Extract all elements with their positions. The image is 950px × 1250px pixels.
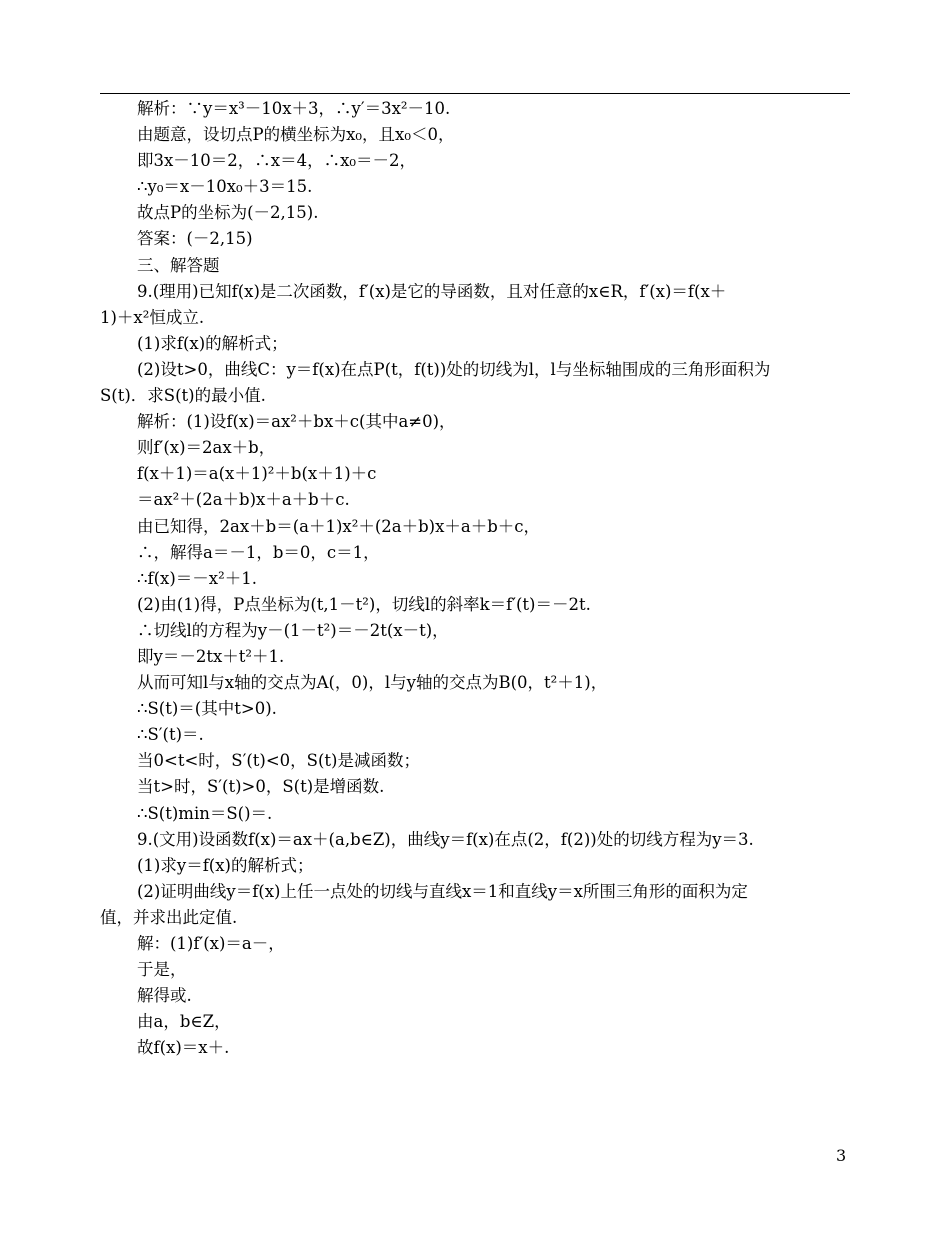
text-line: 三、解答题	[137, 255, 220, 275]
text-line: 由a，b∈Z，	[137, 1012, 231, 1032]
text-line: ∴y₀＝x－10x₀＋3＝15.	[137, 177, 313, 197]
text-line: ∴S(t)min＝S()＝.	[137, 803, 273, 823]
text-line: 当t>时，S′(t)>0，S(t)是增函数.	[137, 777, 385, 797]
page-number: 3	[836, 1146, 847, 1165]
text-line: S(t)．求S(t)的最小值.	[100, 386, 266, 406]
text-line: ∴f(x)＝－x²＋1.	[137, 568, 257, 588]
text-line: 于是，	[137, 960, 187, 980]
text-line: (1)求f(x)的解析式；	[137, 333, 288, 353]
text-line: (2)证明曲线y＝f(x)上任一点处的切线与直线x＝1和直线y＝x所围三角形的面积为定	[137, 881, 748, 901]
header-rule	[100, 93, 850, 94]
text-line: ∴S′(t)＝.	[137, 725, 204, 745]
text-line: 9.(文用)设函数f(x)＝ax＋(a,b∈Z)，曲线y＝f(x)在点(2，f(2))处的切线方程为y＝3.	[137, 829, 754, 849]
text-line: 值，并求出此定值.	[100, 907, 238, 927]
text-line: 解得或.	[137, 986, 192, 1006]
text-line: 从而可知l与x轴的交点为A(，0)，l与y轴的交点为B(0，t²＋1)，	[137, 673, 608, 693]
text-line: 故点P的坐标为(－2,15).	[137, 203, 319, 223]
text-line: f(x＋1)＝a(x＋1)²＋b(x＋1)＋c	[137, 464, 377, 484]
text-line: (2)设t>0，曲线C：y＝f(x)在点P(t，f(t))处的切线为l，l与坐标轴围成的三角形面积为	[137, 359, 771, 379]
text-line: 1)＋x²恒成立.	[100, 307, 205, 327]
document-body	[100, 96, 850, 1061]
text-line: ∴，解得a＝－1，b＝0，c＝1，	[137, 542, 380, 562]
text-line: 解析：(1)设f(x)＝ax²＋bx＋c(其中a≠0)，	[137, 412, 456, 432]
text-line: 解：(1)f′(x)＝a－，	[137, 934, 285, 953]
text-line: 故f(x)＝x＋.	[137, 1038, 230, 1058]
text-line: 答案：(－2,15)	[137, 229, 253, 249]
text-line: 即3x－10＝2，∴x＝4，∴x₀＝－2，	[137, 151, 417, 171]
text-line: 9.(理用)已知f(x)是二次函数，f′(x)是它的导函数，且对任意的x∈R，f′(x)＝f(x＋	[137, 281, 727, 301]
text-line: 由已知得，2ax＋b＝(a＋1)x²＋(2a＋b)x＋a＋b＋c，	[137, 516, 541, 536]
text-line: 当0<t<时，S′(t)<0，S(t)是减函数；	[137, 751, 420, 771]
text-line: (1)求y＝f(x)的解析式；	[137, 855, 314, 875]
text-line: 解析：∵y＝x³－10x＋3，∴y′＝3x²－10.	[137, 99, 451, 118]
text-line: 由题意，设切点P的横坐标为x₀，且x₀＜0，	[137, 125, 455, 145]
text-line: 即y＝－2tx＋t²＋1.	[137, 646, 285, 666]
text-line: ＝ax²＋(2a＋b)x＋a＋b＋c.	[137, 490, 350, 510]
text-line: ∴S(t)＝(其中t>0).	[137, 699, 277, 719]
text-line: 则f′(x)＝2ax＋b，	[137, 438, 276, 458]
text-line: (2)由(1)得，P点坐标为(t,1－t²)，切线l的斜率k＝f′(t)＝－2t.	[137, 594, 591, 614]
text-line: ∴切线l的方程为y－(1－t²)＝－2t(x－t)，	[137, 620, 449, 640]
